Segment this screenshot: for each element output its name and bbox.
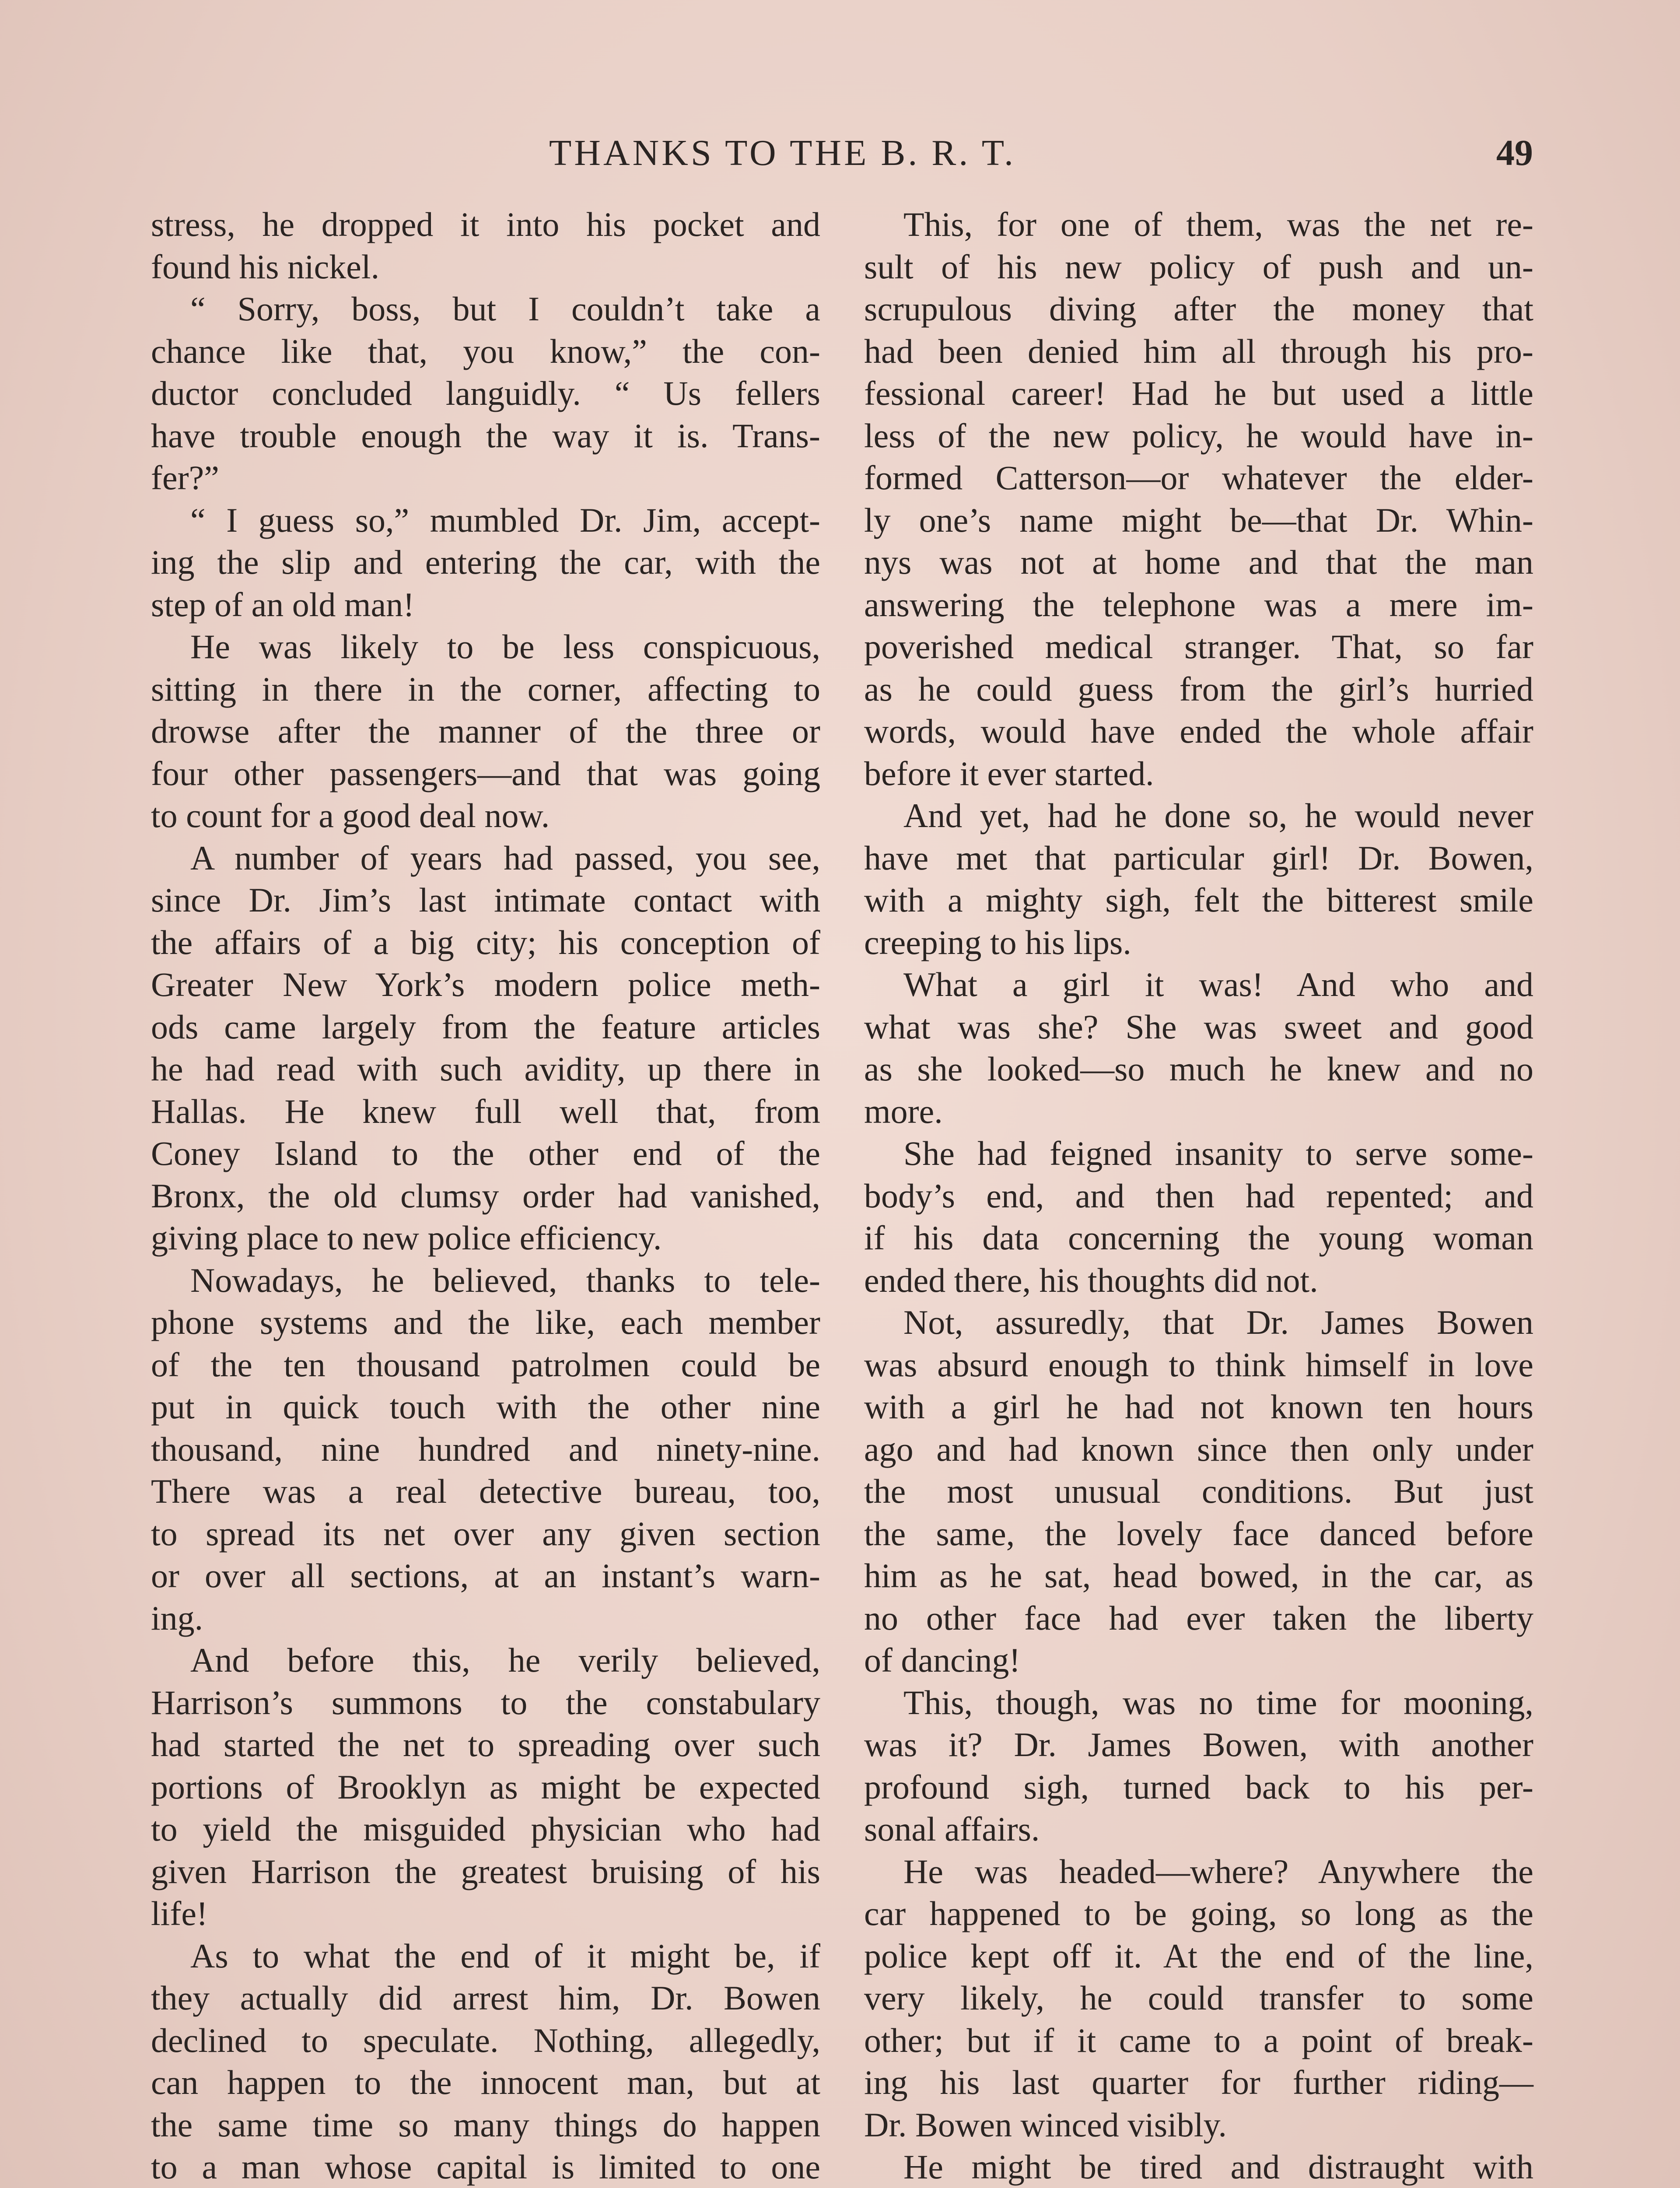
text-line: as she looked—so much he knew and no xyxy=(864,1050,1533,1088)
text-line: police kept off it. At the end of the line, xyxy=(864,1936,1533,1975)
text-line: drowse after the manner of the three or xyxy=(151,712,820,750)
text-line: stress, he dropped it into his pocket and xyxy=(151,205,820,243)
text-line: poverished medical stranger. That, so far xyxy=(864,628,1533,666)
text-line: What a girl it was! And who and xyxy=(903,965,1533,1003)
text-line: ing the slip and entering the car, with the xyxy=(151,543,820,581)
text-line: the most unusual conditions. But just xyxy=(864,1472,1533,1510)
text-line: ing. xyxy=(151,1599,203,1637)
text-line: was absurd enough to think himself in love xyxy=(864,1345,1533,1384)
text-line: before it ever started. xyxy=(864,754,1154,792)
text-line: fessional career! Had he but used a little xyxy=(864,374,1533,412)
text-line: creeping to his lips. xyxy=(864,923,1131,961)
text-line: sonal affairs. xyxy=(864,1810,1040,1848)
text-line: more. xyxy=(864,1092,943,1130)
text-line: And before this, he verily believed, xyxy=(190,1641,820,1679)
text-line: giving place to new police efficiency. xyxy=(151,1219,662,1257)
text-line: have trouble enough the way it is. Trans- xyxy=(151,416,820,455)
text-line: was it? Dr. James Bowen, with another xyxy=(864,1725,1533,1764)
text-line: Not, assuredly, that Dr. James Bowen xyxy=(903,1303,1533,1341)
text-line: Greater New York’s modern police meth- xyxy=(151,965,820,1003)
text-line: This, though, was no time for mooning, xyxy=(903,1683,1533,1722)
text-line: to spread its net over any given section xyxy=(151,1514,820,1553)
text-line: very likely, he could transfer to some xyxy=(864,1979,1533,2017)
text-line: other; but if it came to a point of break- xyxy=(864,2021,1533,2059)
text-line: or over all sections, at an instant’s warn- xyxy=(151,1557,820,1595)
text-line: to a man whose capital is limited to one xyxy=(151,2148,820,2186)
text-line: ended there, his thoughts did not. xyxy=(864,1261,1318,1299)
text-line: Hallas. He knew full well that, from xyxy=(151,1092,820,1130)
text-line: formed Catterson—or whatever the elder- xyxy=(864,459,1533,497)
text-line: to yield the misguided physician who had xyxy=(151,1810,820,1848)
text-line: answering the telephone was a mere im- xyxy=(864,585,1533,624)
text-line: less of the new policy, he would have in- xyxy=(864,416,1533,455)
text-line: sitting in there in the corner, affecting to xyxy=(151,670,820,708)
text-line: to count for a good deal now. xyxy=(151,796,550,835)
text-line: the same, the lovely face danced before xyxy=(864,1514,1533,1553)
text-line: Coney Island to the other end of the xyxy=(151,1134,820,1172)
text-line: they actually did arrest him, Dr. Bowen xyxy=(151,1979,820,2017)
text-line: body’s end, and then had repented; and xyxy=(864,1176,1533,1215)
text-line: of the ten thousand patrolmen could be xyxy=(151,1345,820,1384)
text-line: Harrison’s summons to the constabulary xyxy=(151,1683,820,1722)
text-line: he had read with such avidity, up there in xyxy=(151,1050,820,1088)
text-line: life! xyxy=(151,1894,208,1932)
text-line: He might be tired and distraught with xyxy=(903,2148,1533,2186)
text-line: ly one’s name might be—that Dr. Whin- xyxy=(864,501,1533,539)
text-line: of dancing! xyxy=(864,1641,1021,1679)
text-line: with a girl he had not known ten hours xyxy=(864,1388,1533,1426)
text-line: him as he sat, head bowed, in the car, as xyxy=(864,1557,1533,1595)
text-line: given Harrison the greatest bruising of his xyxy=(151,1852,820,1890)
text-line: the affairs of a big city; his conception of xyxy=(151,923,820,961)
text-line: This, for one of them, was the net re- xyxy=(903,205,1533,243)
text-line: with a mighty sigh, felt the bitterest smile xyxy=(864,881,1533,919)
text-line: no other face had ever taken the liberty xyxy=(864,1599,1533,1637)
text-line: step of an old man! xyxy=(151,585,415,624)
text-line: “ I guess so,” mumbled Dr. Jim, accept- xyxy=(190,501,820,539)
text-line: “ Sorry, boss, but I couldn’t take a xyxy=(190,290,820,328)
text-line: can happen to the innocent man, but at xyxy=(151,2063,820,2101)
text-line: portions of Brooklyn as might be expected xyxy=(151,1767,820,1806)
text-line: ductor concluded languidly. “ Us fellers xyxy=(151,374,820,412)
text-line: phone systems and the like, each member xyxy=(151,1303,820,1341)
text-line: the same time so many things do happen xyxy=(151,2105,820,2144)
running-head xyxy=(549,125,1680,182)
text-line: Bronx, the old clumsy order had vanished, xyxy=(151,1176,820,1215)
text-line: found his nickel. xyxy=(151,247,380,286)
text-line: sult of his new policy of push and un- xyxy=(864,247,1533,286)
page-title: THANKS TO THE B. R. T. xyxy=(549,133,1016,173)
text-line: He was likely to be less conspicuous, xyxy=(190,628,820,666)
text-line: if his data concerning the young woman xyxy=(864,1219,1533,1257)
text-line: There was a real detective bureau, too, xyxy=(151,1472,820,1510)
text-line: car happened to be going, so long as the xyxy=(864,1894,1533,1932)
text-line: And yet, had he done so, he would never xyxy=(903,796,1533,835)
text-line: ods came largely from the feature articles xyxy=(151,1007,820,1046)
left-text-column xyxy=(151,203,820,2188)
text-line: words, would have ended the whole affair xyxy=(864,712,1533,750)
text-line: A number of years had passed, you see, xyxy=(190,838,820,877)
text-line: four other passengers—and that was going xyxy=(151,754,820,792)
text-line: Nowadays, he believed, thanks to tele- xyxy=(190,1261,820,1299)
text-line: Dr. Bowen winced visibly. xyxy=(864,2105,1227,2144)
text-line: He was headed—where? Anywhere the xyxy=(903,1852,1533,1890)
text-line: ing his last quarter for further riding— xyxy=(864,2063,1533,2101)
right-text-column xyxy=(864,203,1533,2188)
text-line: scrupulous diving after the money that xyxy=(864,290,1533,328)
text-line: had been denied him all through his pro- xyxy=(864,332,1533,370)
page-number: 49 xyxy=(1496,133,1533,173)
text-line: As to what the end of it might be, if xyxy=(190,1936,820,1975)
text-line: had started the net to spreading over such xyxy=(151,1725,820,1764)
text-line: since Dr. Jim’s last intimate contact with xyxy=(151,881,820,919)
text-line: thousand, nine hundred and ninety-nine. xyxy=(151,1430,820,1468)
text-line: declined to speculate. Nothing, allegedly, xyxy=(151,2021,820,2059)
text-line: She had feigned insanity to serve some- xyxy=(903,1134,1533,1172)
text-line: put in quick touch with the other nine xyxy=(151,1388,820,1426)
text-line: ago and had known since then only under xyxy=(864,1430,1533,1468)
text-line: what was she? She was sweet and good xyxy=(864,1007,1533,1046)
text-line: have met that particular girl! Dr. Bowen, xyxy=(864,838,1533,877)
text-line: profound sigh, turned back to his per- xyxy=(864,1767,1533,1806)
text-line: chance like that, you know,” the con- xyxy=(151,332,820,370)
text-line: as he could guess from the girl’s hurried xyxy=(864,670,1533,708)
text-line: nys was not at home and that the man xyxy=(864,543,1533,581)
text-line: fer?” xyxy=(151,459,219,497)
